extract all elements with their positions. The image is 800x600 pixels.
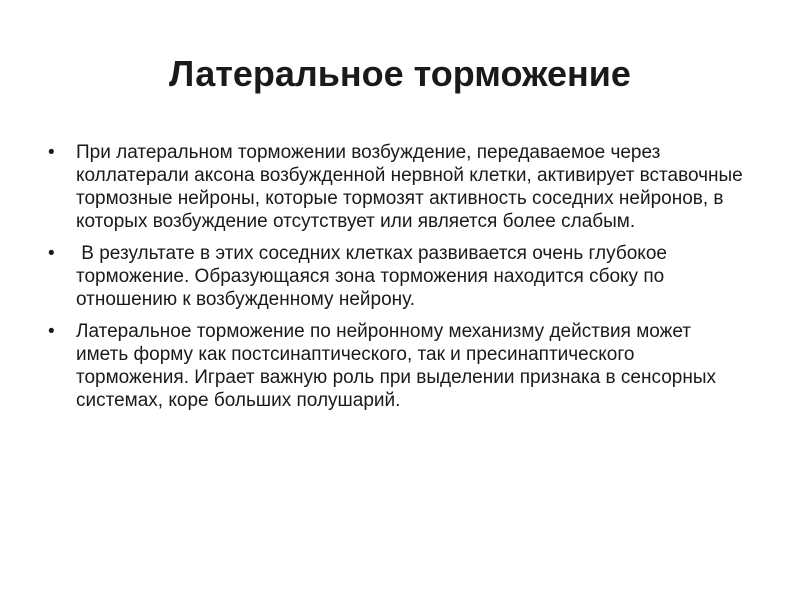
bullet-list [48, 141, 748, 421]
bullet-icon: • [48, 243, 55, 264]
bullet-text: При латеральном торможении возбуждение, передаваемое через коллатерали аксона возбужденной нервной клетки, активирует вставочные тормозные нейроны, которые тормозят активность соседних нейронов, в которых возбуждение отсутствует или является более слабым. [76, 142, 743, 232]
bullet-text: Латеральное торможение по нейронному механизму действия может иметь форму как постсинаптического, так и пресинаптического торможения. Играет важную роль при выделении признака в сенсорных системах, коре больших полушарий. [76, 321, 716, 411]
bullet-icon: • [48, 321, 55, 342]
slide-title: Латеральное торможение [169, 53, 631, 94]
bullet-item [48, 242, 748, 311]
bullet-icon: • [48, 142, 55, 163]
bullet-item [48, 141, 748, 233]
bullet-item [48, 320, 748, 412]
bullet-text: В результате в этих соседних клетках развивается очень глубокое торможение. Образующаяся зона торможения находится сбоку по отношению к возбужденному нейрону. [76, 243, 673, 310]
